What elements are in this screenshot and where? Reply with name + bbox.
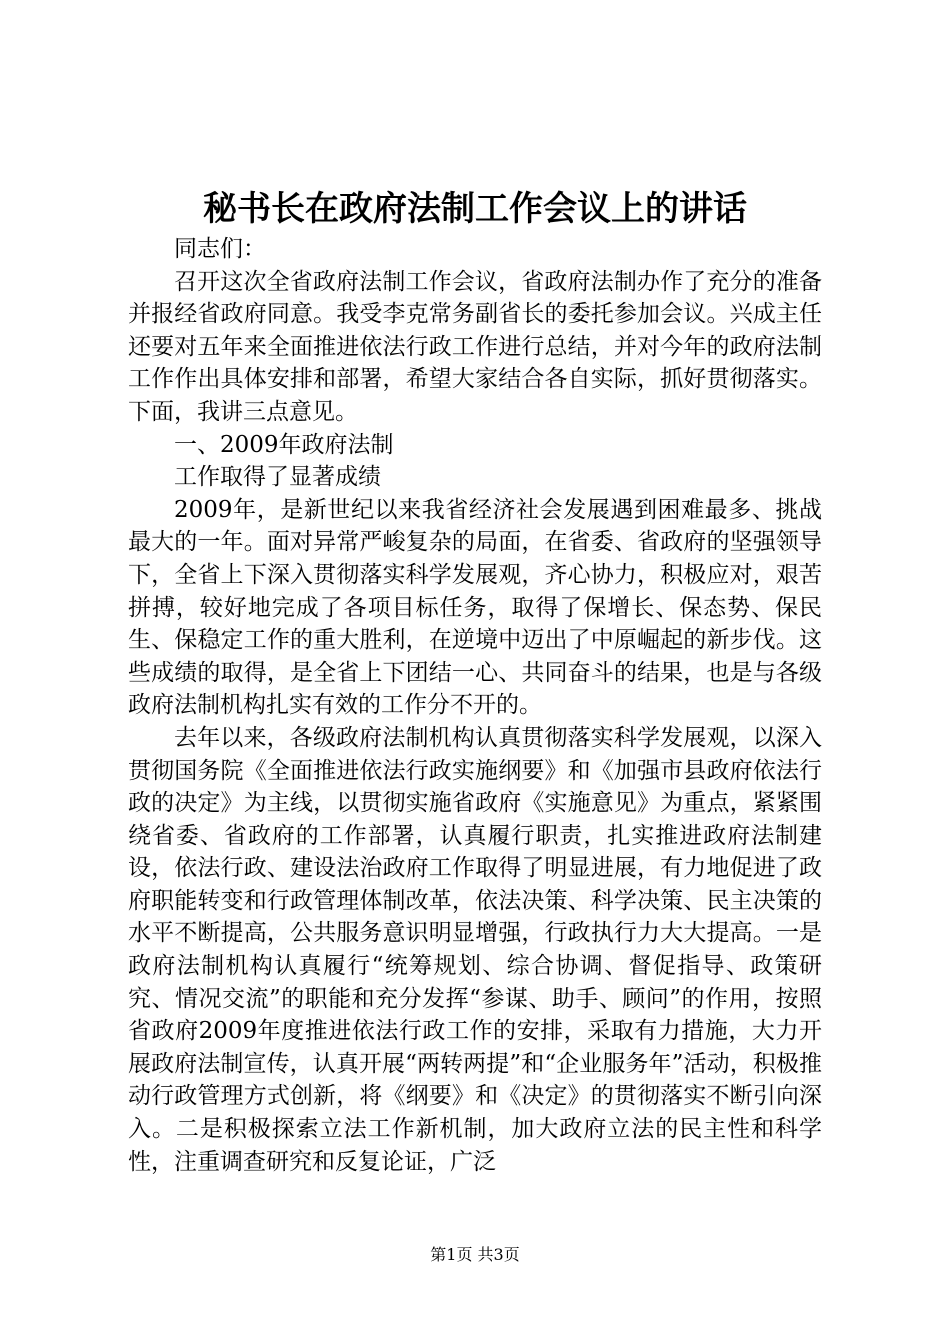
page-number-footer: 第1页 共3页 [430,1245,520,1264]
section-heading: 一、2009年政府法制 [174,431,394,458]
document-title: 秘书长在政府法制工作会议上的讲话 [203,189,747,229]
body-paragraph: 2009年，是新世纪以来我省经济社会发展遇到困难最多、挑战最大的一年。面对异常严峻复杂的局面，在省委、省政府的坚强领导下，全省上下深入贯彻落实科学发展观，齐心协力，积极应对，艰苦拼搏，较好地完成了各项目标任务，取得了保增长、保态势、保民生、保稳定工作的重大胜利，在逆境中迈出了中原崛起的新步伐。这些成绩的取得，是全省上下团结一心、共同奋斗的结果，也是与各级政府法制机构扎实有效的工作分不开的。 [128,496,822,719]
document-body [128,233,822,1178]
body-paragraph: 去年以来，各级政府法制机构认真贯彻落实科学发展观，以深入贯彻国务院《全面推进依法行政实施纲要》和《加强市县政府依法行政的决定》为主线，以贯彻实施省政府《实施意见》为重点，紧紧围绕省委、省政府的工作部署，认真履行职责，扎实推进政府法制建设，依法行政、建设法治政府工作取得了明显进展，有力地促进了政府职能转变和行政管理体制改革，依法决策、科学决策、民主决策的水平不断提高，公共服务意识明显增强，行政执行力大大提高。一是政府法制机构认真履行“统筹规划、综合协调、督促指导、政策研究、情况交流”的职能和充分发挥“参谋、助手、顾问”的作用，按照省政府2009年度推进依法行政工作的安排，采取有力措施，大力开展政府法制宣传，认真开展“两转两提”和“企业服务年”活动，积极推动行政管理方式创新，将《纲要》和《决定》的贯彻落实不断引向深入。二是积极探索立法工作新机制，加大政府立法的民主性和科学性，注重调查研究和反复论证，广泛 [128,724,822,1175]
body-paragraph: 召开这次全省政府法制工作会议，省政府法制办作了充分的准备并报经省政府同意。我受李克常务副省长的委托参加会议。兴成主任还要对五年来全面推进依法行政工作进行总结，并对今年的政府法制工作作出具体安排和部署，希望大家结合各自实际，抓好贯彻落实。下面，我讲三点意见。 [128,268,822,425]
section-heading: 工作取得了显著成绩 [174,464,381,491]
salutation-paragraph: 同志们： [174,236,266,262]
